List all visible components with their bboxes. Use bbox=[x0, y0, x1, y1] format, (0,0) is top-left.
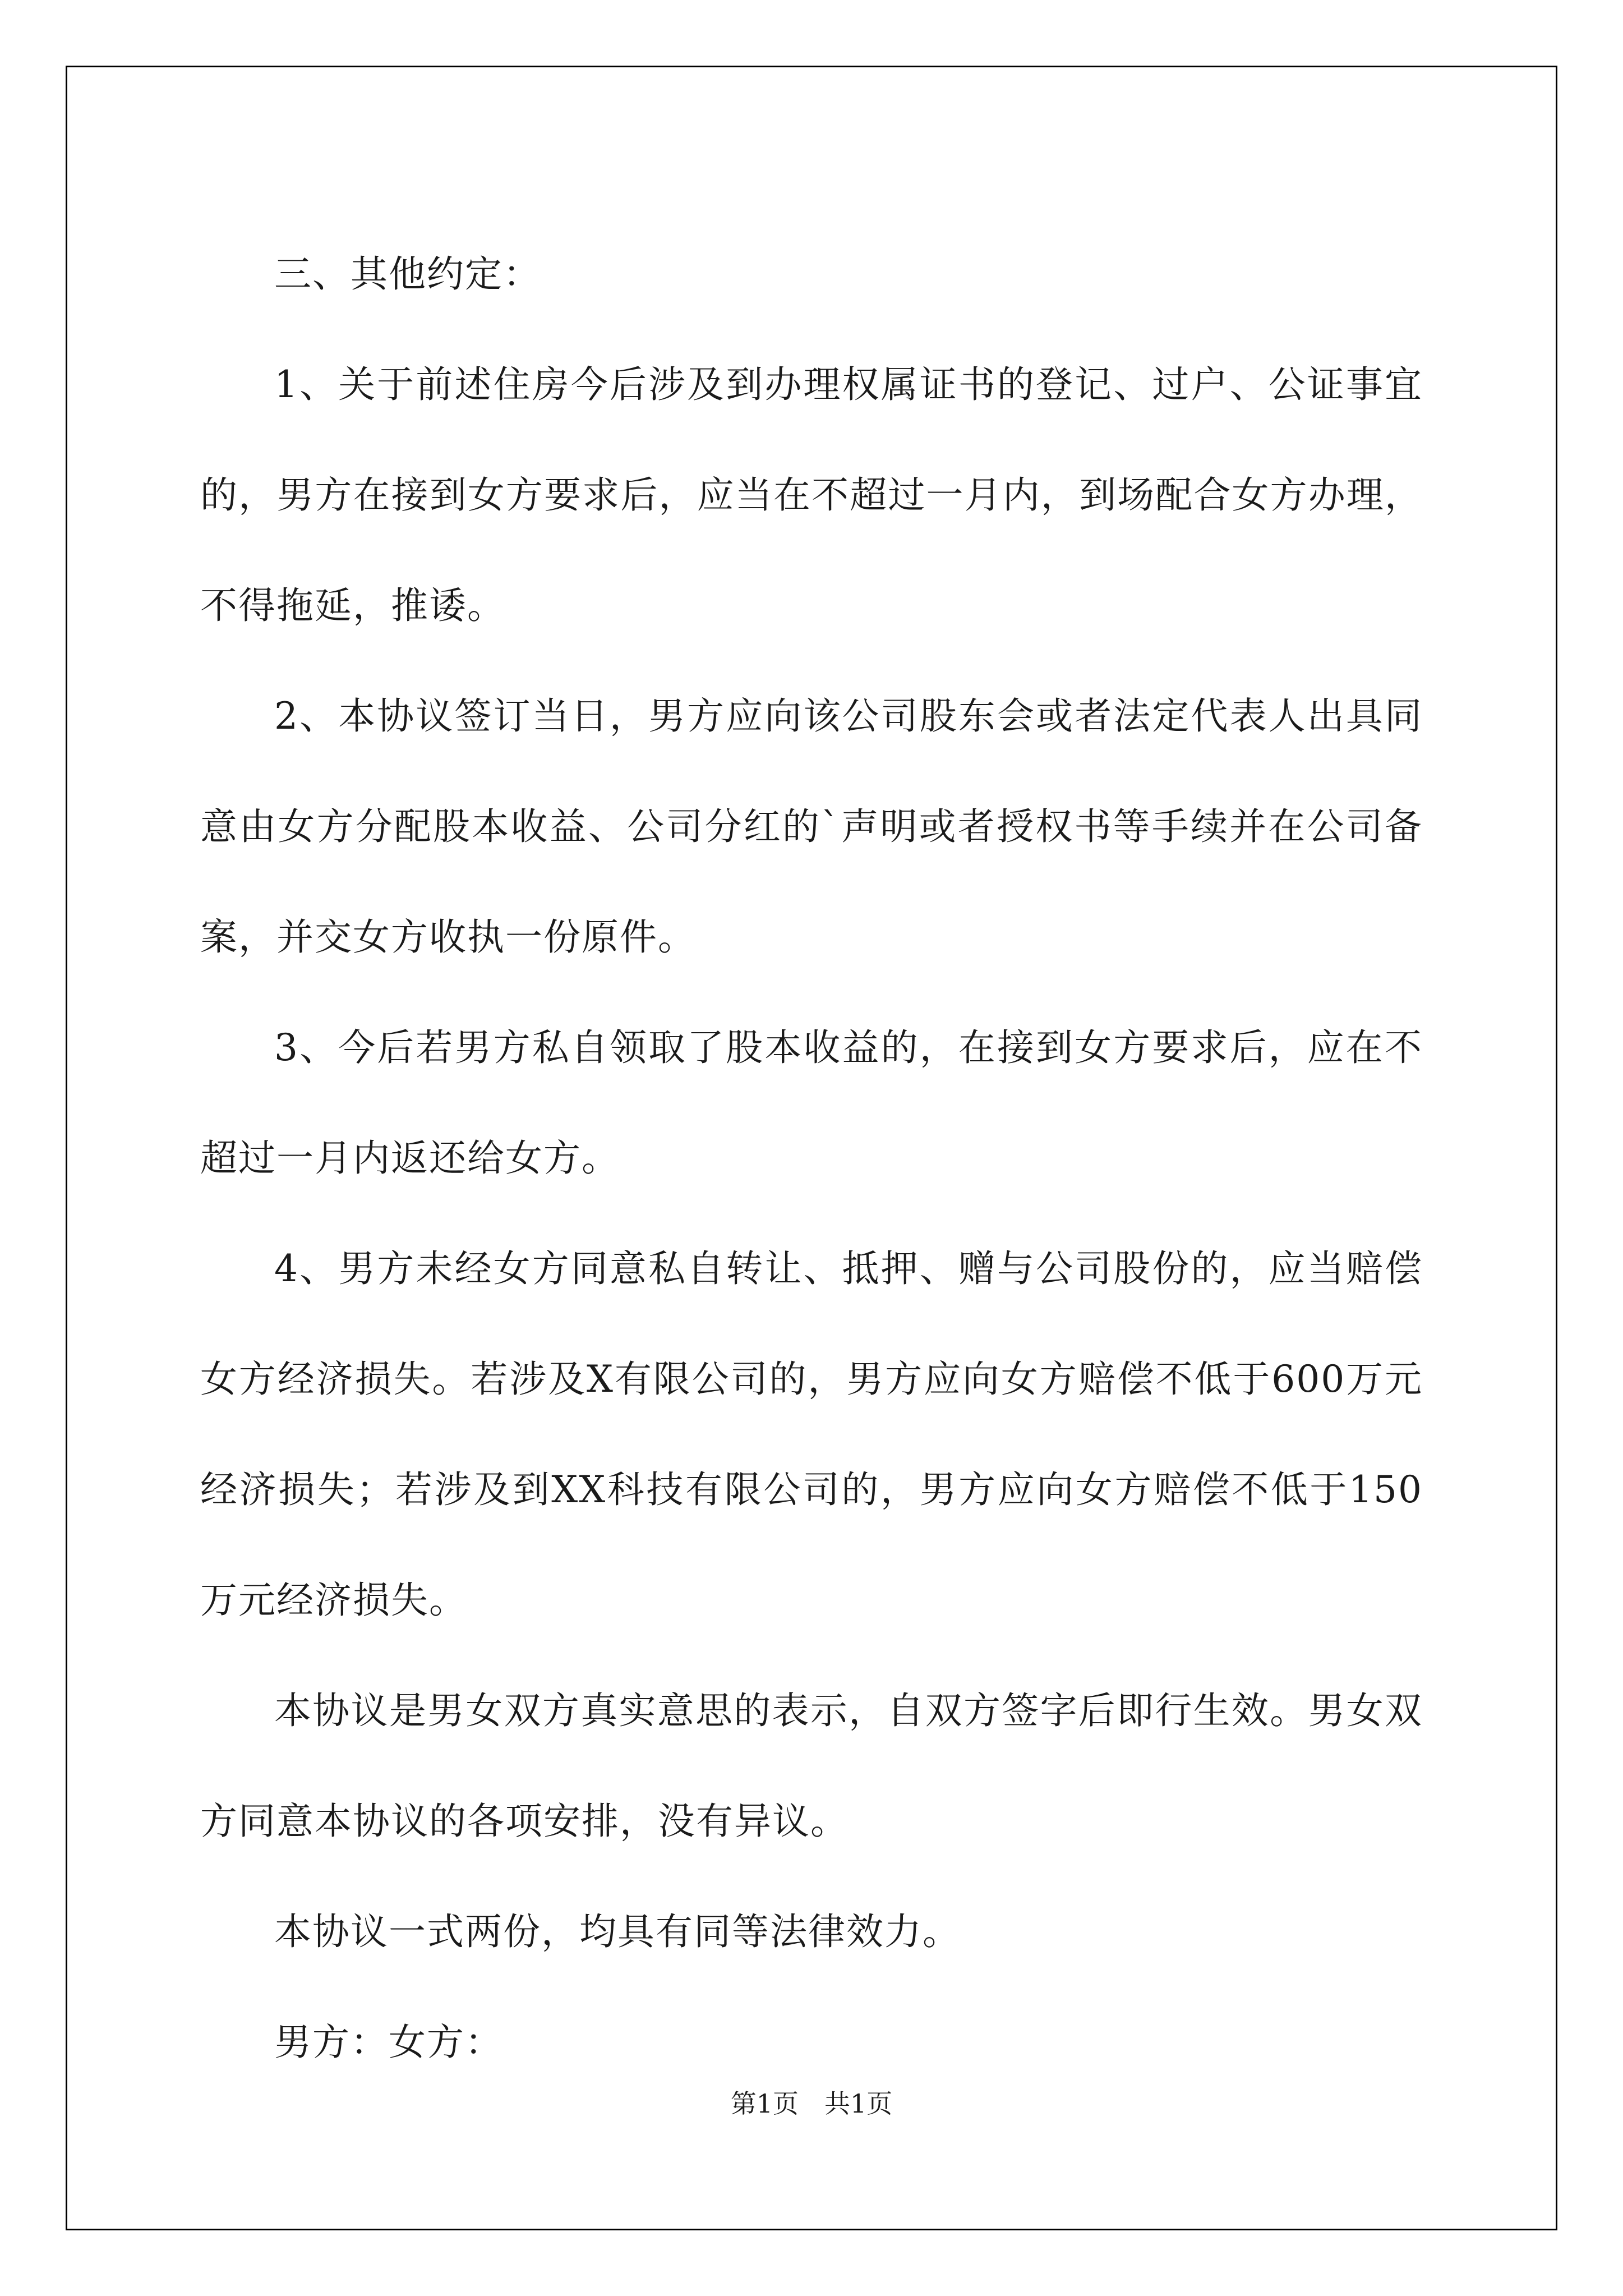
clause-4-compensation: 4、男方未经女方同意私自转让、抵押、赠与公司股份的，应当赔偿女方经济损失。若涉及X有限公司的，男方应向女方赔偿不低于600万元经济损失；若涉及到XX科技有限公司的，男方应向女方赔偿不低于150万元经济损失。 bbox=[200, 1247, 1423, 1622]
clause-2-shareholder-statement: 2、本协议签订当日，男方应向该公司股东会或者法定代表人出具同意由女方分配股本收益、公司分红的`声明或者授权书等手续并在公司备案，并交女方收执一份原件。 bbox=[200, 694, 1423, 959]
clause-1-property-registration: 1、关于前述住房今后涉及到办理权属证书的登记、过户、公证事宜的，男方在接到女方要求后，应当在不超过一月内，到场配合女方办理，不得拖延，推诿。 bbox=[200, 363, 1423, 627]
clause-3-return-of-dividends: 3、今后若男方私自领取了股本收益的，在接到女方要求后，应在不超过一月内返还给女方。 bbox=[200, 1026, 1423, 1180]
section-heading-other-agreements: 三、其他约定： bbox=[274, 252, 541, 296]
agreement-effectiveness: 本协议是男女双方真实意思的表示，自双方签字后即行生效。男女双方同意本协议的各项安排，没有异议。 bbox=[200, 1689, 1423, 1843]
signature-line: 男方：女方： bbox=[274, 2021, 503, 2064]
page-number-footer: 第1页 共1页 bbox=[730, 2088, 893, 2119]
agreement-copies: 本协议一式两份，均具有同等法律效力。 bbox=[274, 1910, 961, 1953]
document-body bbox=[200, 219, 1423, 2097]
